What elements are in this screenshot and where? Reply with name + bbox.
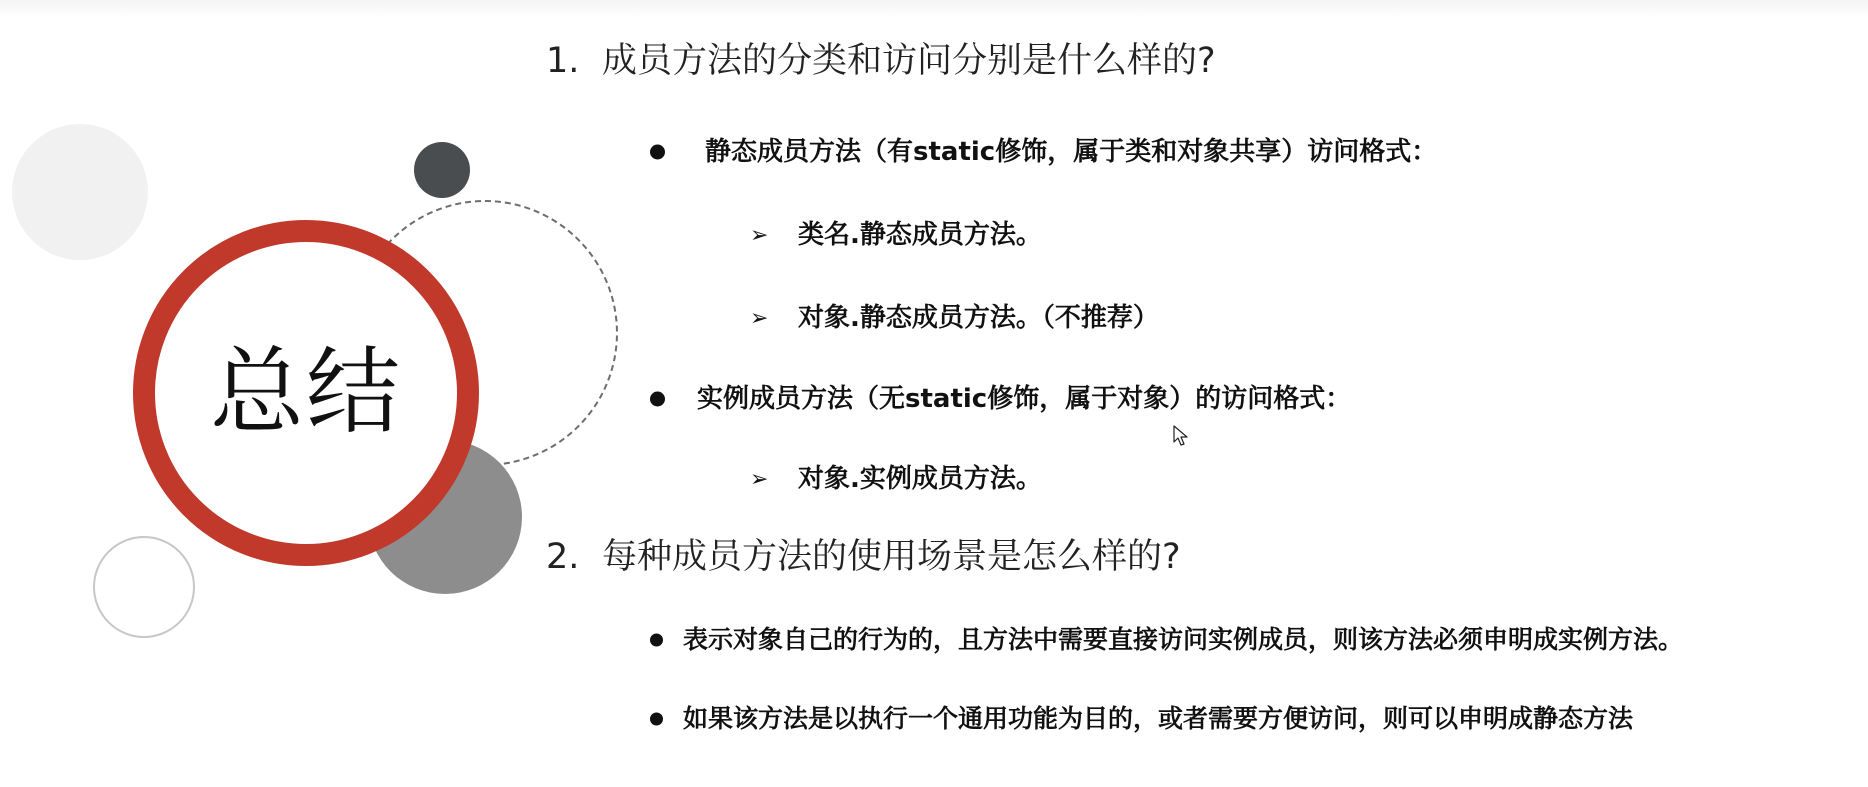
top-shadow-bar xyxy=(0,0,1868,18)
question-text: 成员方法的分类和访问分别是什么样的? xyxy=(602,41,1216,81)
bullet-static-usage xyxy=(650,706,1633,732)
decorative-light-circle xyxy=(12,124,148,260)
bullet-text: 表示对象自己的行为的，且方法中需要直接访问实例成员，则该方法必须申明成实例方法。 xyxy=(683,625,1684,654)
arrowhead-bullet-icon: ➢ xyxy=(750,223,769,248)
bullet-dot-icon xyxy=(650,634,663,647)
bullet-dot-icon xyxy=(650,713,663,726)
question-text: 每种成员方法的使用场景是怎么样的? xyxy=(602,537,1181,577)
arrowhead-bullet-icon: ➢ xyxy=(750,467,769,492)
bullet-dot-icon xyxy=(650,392,665,407)
subitem-text: 对象.实例成员方法。 xyxy=(798,464,1042,494)
question-number: 2. xyxy=(546,537,580,577)
arrowhead-bullet-icon: ➢ xyxy=(750,306,769,331)
subitem-text: 对象.静态成员方法。（不推荐） xyxy=(798,303,1159,333)
bullet-text: 静态成员方法（有static修饰，属于类和对象共享）访问格式： xyxy=(705,137,1438,167)
summary-title: 总结 xyxy=(209,338,402,447)
subitem-object-access xyxy=(750,305,1159,331)
subitem-class-name-access xyxy=(750,222,1042,248)
bullet-instance-methods xyxy=(650,386,1351,412)
bullet-dot-icon xyxy=(650,145,665,160)
subitem-instance-access xyxy=(750,466,1042,492)
question-number: 1. xyxy=(546,41,580,81)
question-2 xyxy=(546,537,1181,577)
question-1 xyxy=(546,41,1216,81)
bullet-static-methods xyxy=(650,139,1437,165)
decorative-outline-circle xyxy=(93,536,195,638)
summary-ring xyxy=(133,220,479,566)
subitem-text: 类名.静态成员方法。 xyxy=(798,220,1042,250)
mouse-pointer-icon xyxy=(1173,425,1189,447)
bullet-text: 实例成员方法（无static修饰，属于对象）的访问格式： xyxy=(697,384,1352,414)
decorative-dark-circle xyxy=(414,142,470,198)
bullet-instance-usage xyxy=(650,627,1683,653)
bullet-text: 如果该方法是以执行一个通用功能为目的，或者需要方便访问，则可以申明成静态方法 xyxy=(683,704,1634,733)
